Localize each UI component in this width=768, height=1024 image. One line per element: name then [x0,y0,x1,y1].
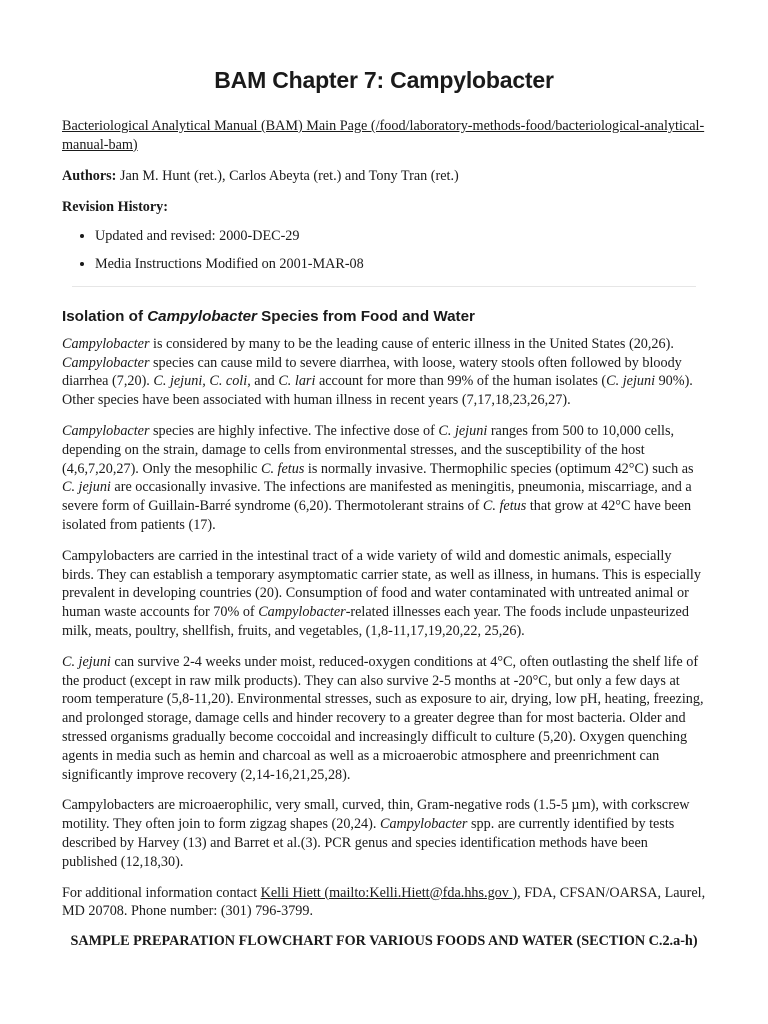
paragraph-4: C. jejuni can survive 2-4 weeks under moist, reduced-oxygen conditions at 4°C, often outlasting the shelf life of the product (except in raw milk products). They can also survive 2-5 months at -20°C, but only a few days at room temperature (5,8-11,20). Environmental stresses, such as exposure to air, drying, low pH, heating, freezing, and prolonged storage, damage cells and hinder recovery to a greater degree than for most bacteria. Older and stressed organisms gradually become coccoidal and increasingly difficult to culture (5,20). Oxygen quenching agents in media such as hemin and charcoal as well as a microaerobic atmosphere and preenrichment can significantly improve recovery (2,14-16,21,25,28). [62,653,704,783]
paragraph-3: Campylobacters are carried in the intestinal tract of a wide variety of wild and domestic animals, especially birds. They can establish a temporary asymptomatic carrier state, as well as illness, in humans. This is especially prevalent in developing countries (20). Consumption of food and water contaminated with untreated animal or human waste accounts for 70% of Campylobacter-related illnesses each year. The foods include unpasteurized milk, meats, poultry, shellfish, fruits, and vegetables, (1,8-11,17,19,20,22, 25,26). [62,547,701,639]
revision-item: • Media Instructions Modified on 2001-MAR-08 [95,255,706,274]
revision-list [62,227,706,274]
contact-email-link[interactable]: Kelli Hiett (mailto:Kelli.Hiett@fda.hhs.gov ) [260,884,518,901]
flowchart-heading: SAMPLE PREPARATION FLOWCHART FOR VARIOUS FOODS AND WATER (SECTION C.2.a-h) [70,933,698,950]
main-page-paragraph [62,117,706,155]
page-title: BAM Chapter 7: Campylobacter [214,67,554,93]
authors-value: Jan M. Hunt (ret.), Carlos Abeyta (ret.) and Tony Tran (ret.) [116,167,459,184]
revision-history-label: Revision History: [62,199,169,216]
contact-paragraph: For additional information contact Kelli Hiett (mailto:Kelli.Hiett@fda.hhs.gov ), FDA, CFSAN/OARSA, Laurel, MD 20708. Phone number: (301) 796-3799. [62,884,706,920]
bam-main-page-link[interactable]: Bacteriological Analytical Manual (BAM) Main Page (/food/laboratory-methods-food/bacteriological-analytical-manual-bam) [62,118,705,153]
paragraph-5: Campylobacters are microaerophilic, very small, curved, thin, Gram-negative rods (1.5-5 µm), with corkscrew motility. They often join to form zigzag shapes (20,24). Campylobacter spp. are currently identified by tests described by Harvey (13) and Barret et al.(3). PCR genus and species identification methods have been published (12,18,30). [62,797,690,870]
revision-item: • Updated and revised: 2000-DEC-29 [95,227,706,246]
paragraph-1: Campylobacter is considered by many to be the leading cause of enteric illness in the United States (20,26). Campylobacter species can cause mild to severe diarrhea, with loose, watery stools often followed by bloody diarrhea (7,20). C. jejuni, C. coli, and C. lari account for more than 99% of the human isolates (C. jejuni 90%). Other species have been associated with human illness in recent years (7,17,18,23,26,27). [62,335,693,409]
authors-line [62,167,706,186]
paragraph-2: Campylobacter species are highly infective. The infective dose of C. jejuni ranges from 500 to 10,000 cells, depending on the strain, damage to cells from environmental stresses, and the susceptibility of the host (4,6,7,20,27). Only the mesophilic C. fetus is normally invasive. Thermophilic species (optimum 42°C) such as C. jejuni are occasionally invasive. The infections are manifested as meningitis, pneumonia, miscarriage, and a severe form of Guillain-Barré syndrome (6,20). Thermotolerant strains of C. fetus that grow at 42°C have been isolated from patients (17). [62,422,694,533]
authors-label: Authors: [62,167,117,184]
section-heading: Isolation of Campylobacter Species from Food and Water [62,307,475,325]
divider [72,286,696,287]
